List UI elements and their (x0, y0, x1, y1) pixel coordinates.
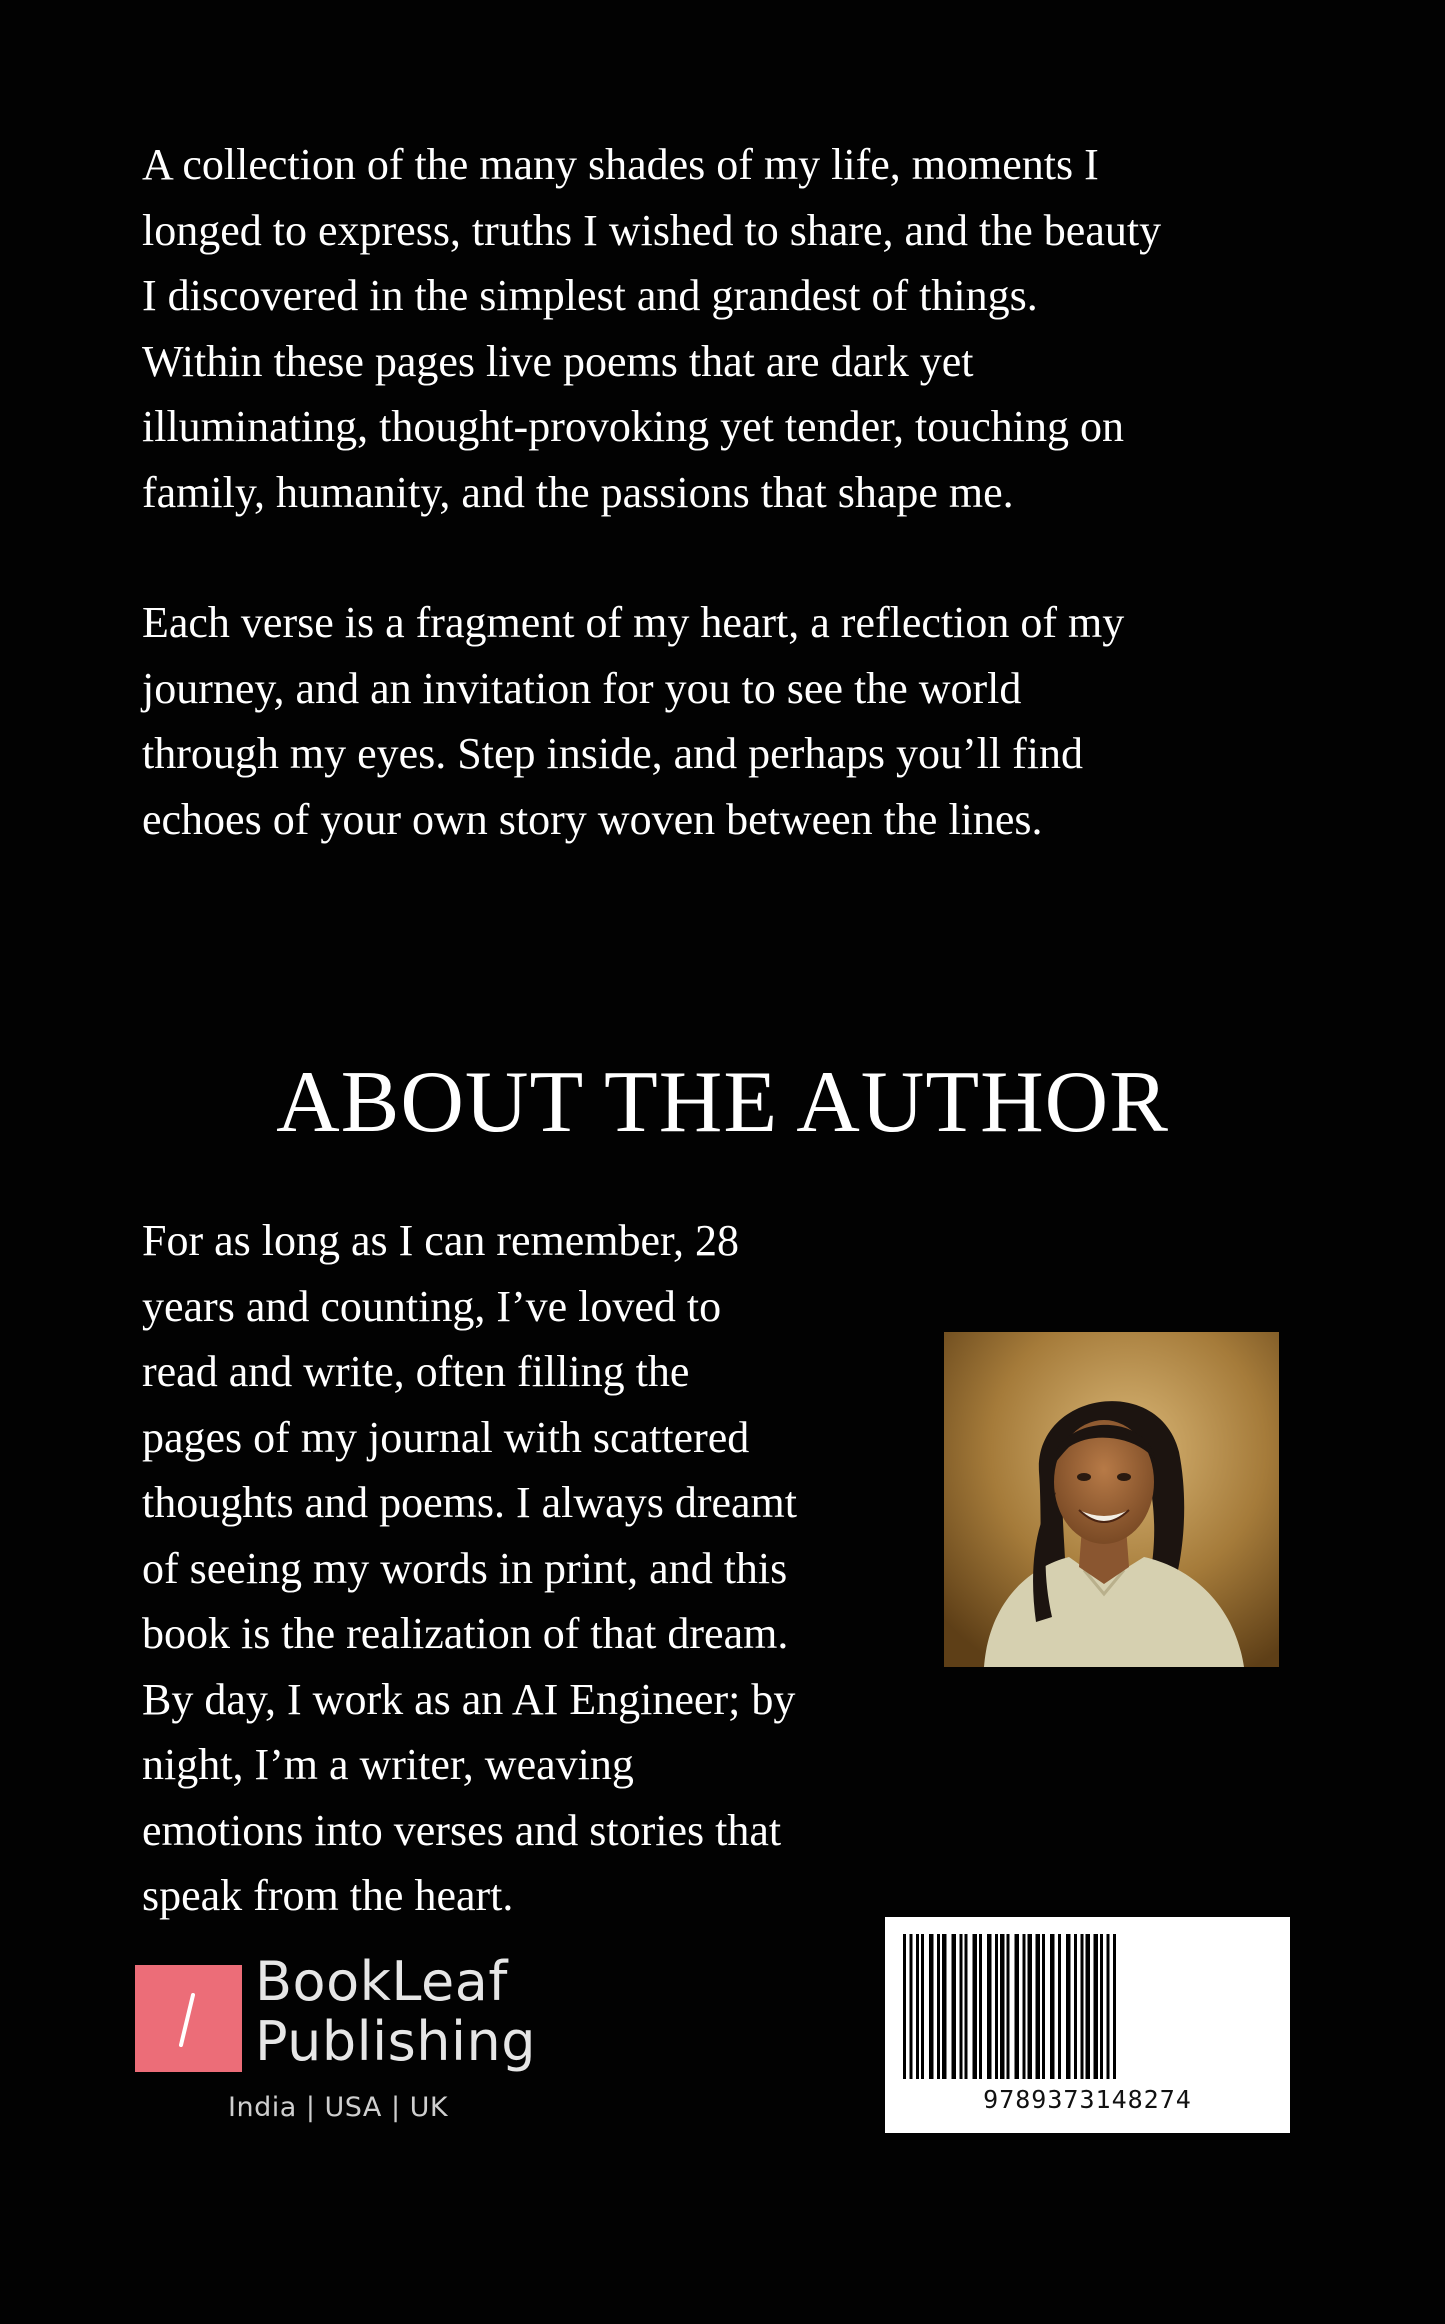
barcode-bar (1000, 1934, 1005, 2079)
publisher-regions: India | USA | UK (228, 2092, 449, 2123)
barcode-bar (1066, 1934, 1071, 2079)
barcode-bar (979, 1934, 982, 2079)
barcode-bar (1036, 1934, 1041, 2079)
author-photo (944, 1332, 1279, 1667)
barcode-bar (995, 1934, 998, 2079)
barcode-bar (1094, 1934, 1099, 2079)
barcode-bar (965, 1934, 968, 2079)
blurb-paragraph-1: A collection of the many shades of my life, moments I longed to express, truths I wished to share, and the beauty I discovered in the simplest and grandest of things. Within these pages live poems that are dark yet illuminating, thought-provoking yet tender, touching on family, humanity, and the passions that shape me. (142, 140, 1162, 517)
barcode-bar (1113, 1934, 1116, 2079)
barcode-bar (942, 1934, 947, 2079)
barcode-bar (1081, 1934, 1084, 2079)
barcode-bar (1107, 1934, 1110, 2079)
author-bio: For as long as I can remember, 28 years and counting, I’ve loved to read and write, often filling the pages of my journal with scattered thoughts and poems. I always dreamt of seeing my words in print, and this book is the realization of that dream. By day, I work as an AI Engineer; by night, I’m a writer, weaving emotions into verses and stories that speak from the heart. (142, 1216, 797, 1920)
barcode-bar (1042, 1934, 1045, 2079)
barcode-bar (1015, 1934, 1020, 2079)
isbn-number: 9789373148274 (983, 2085, 1192, 2114)
barcode-bar (1050, 1934, 1055, 2079)
barcode-bar (937, 1934, 940, 2079)
book-blurb (142, 132, 1322, 852)
barcode-bar (1074, 1934, 1077, 2079)
barcode-bar (1058, 1934, 1061, 2079)
barcode-bar (1028, 1934, 1033, 2079)
barcode-bar (973, 1934, 978, 2079)
isbn-barcode (885, 1917, 1290, 2133)
barcode-icon (899, 1934, 1276, 2084)
barcode-bar (929, 1934, 934, 2079)
barcode-bar (1086, 1934, 1091, 2079)
publisher-name: BookLeaf Publishing (255, 1950, 536, 2073)
slash-icon (135, 1965, 242, 2072)
barcode-bar (952, 1934, 957, 2079)
about-the-author-heading: ABOUT THE AUTHOR (276, 1054, 1169, 1151)
barcode-bar (903, 1934, 906, 2079)
barcode-bar (910, 1934, 913, 2079)
publisher-logo (135, 1965, 242, 2072)
barcode-bar (987, 1934, 992, 2079)
barcode-bar (1007, 1934, 1010, 2079)
publisher-block (135, 1950, 575, 2142)
barcode-bar (960, 1934, 963, 2079)
barcode-bar (1023, 1934, 1026, 2079)
barcode-bar (921, 1934, 924, 2079)
blurb-paragraph-2: Each verse is a fragment of my heart, a reflection of my journey, and an invitation for you to see the world through my eyes. Step inside, and perhaps you’ll find echoes of your own story woven between the lines. (142, 598, 1125, 844)
barcode-bar (916, 1934, 919, 2079)
barcode-bar (1100, 1934, 1103, 2079)
